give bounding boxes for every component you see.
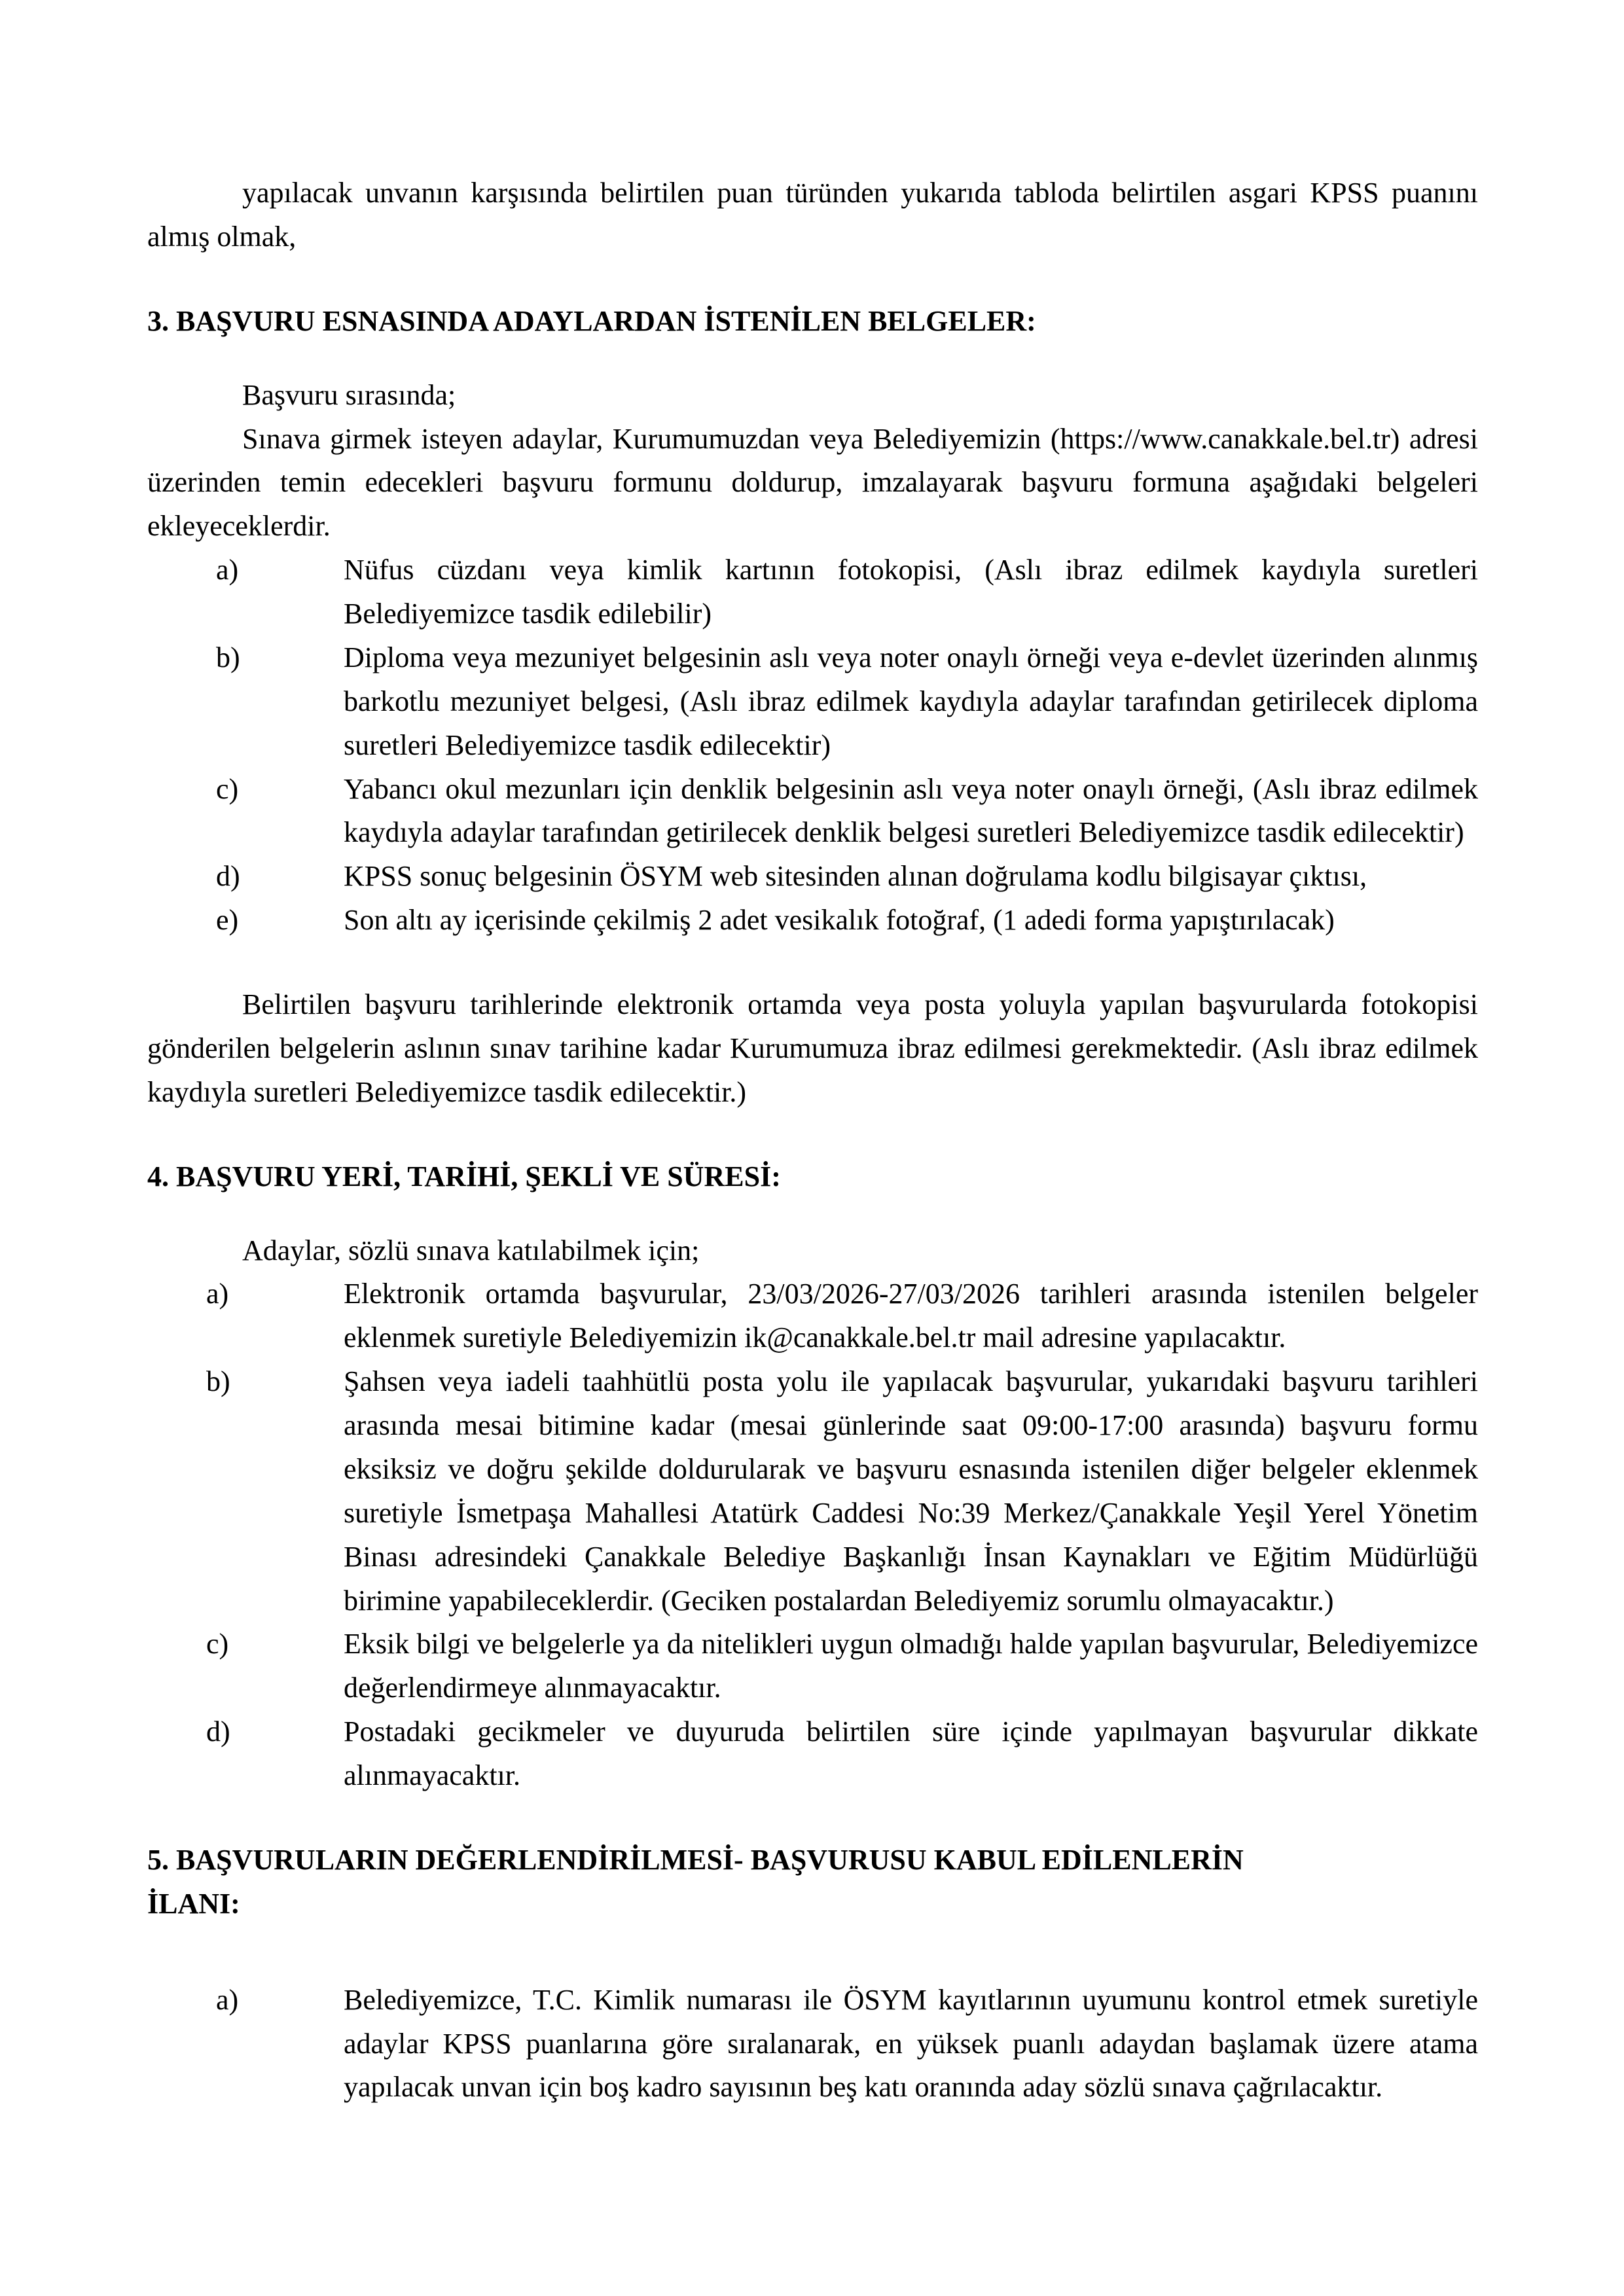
- list-item: [216, 548, 1478, 636]
- list-marker: e): [216, 904, 239, 937]
- section-5-heading-line-1: 5. BAŞVURULARIN DEĞERLENDİRİLMESİ- BAŞVURUSU KABUL EDİLENLERİN: [147, 1843, 1244, 1876]
- list-item: [216, 768, 1478, 855]
- section-5-list: [147, 1979, 1478, 2110]
- section-4-list: [147, 1272, 1478, 1798]
- section-3-intro-paragraph: [147, 418, 1478, 549]
- list-marker: d): [216, 860, 240, 893]
- list-marker: c): [216, 772, 239, 805]
- list-item-text: Eksik bilgi ve belgelerle ya da nitelikleri uygun olmadığı halde yapılan başvurular, Belediyemizce değerlendirmeye alınmayacaktır.: [344, 1628, 1478, 1704]
- list-item: [216, 855, 1478, 899]
- section-3-list: [147, 548, 1478, 942]
- list-item: [216, 1979, 1478, 2110]
- page-content: [147, 171, 1478, 2109]
- list-marker: a): [216, 554, 239, 586]
- section-3-intro-paragraph-text: Sınava girmek isteyen adaylar, Kurumumuzdan veya Belediyemizin (https://www.canakkale.bel.tr) adresi üzerinden temin edecekleri başvuru formunu doldurup, imzalayarak başvuru formuna aşağıdaki belgeleri ekleyeceklerdir.: [147, 422, 1478, 543]
- continuation-paragraph-text: yapılacak unvanın karşısında belirtilen puan türünden yukarıda tabloda belirtilen asgari KPSS puanını almış olmak,: [147, 177, 1478, 253]
- section-3-intro-line: [147, 374, 1478, 418]
- list-item-text: Diploma veya mezuniyet belgesinin aslı veya noter onaylı örneği veya e-devlet üzerinden alınmış barkotlu mezuniyet belgesi, (Aslı ibraz edilmek kaydıyla adaylar tarafından getirilecek diploma suretleri Belediyemizce tasdik edilecektir): [344, 641, 1478, 761]
- list-item-text: Şahsen veya iadeli taahhütlü posta yolu ile yapılacak başvurular, yukarıdaki başvuru tarihleri arasında mesai bitimine kadar (mesai günlerinde saat 09:00-17:00 arasında) başvuru formu eksiksiz ve doğru şekilde doldurularak ve başvuru esnasında istenilen diğer belgeler eklenmek suretiyle İsmetpaşa Mahallesi Atatürk Caddesi No:39 Merkez/Çanakkale Yeşil Yerel Yönetim Binası adresindeki Çanakkale Belediye Başkanlığı İnsan Kaynakları ve Eğitim Müdürlüğü birimine yapabileceklerdir. (Geciken postalardan Belediyemiz sorumlu olmayacaktır.): [344, 1365, 1478, 1617]
- spacer: [147, 1115, 1478, 1155]
- list-item-text: KPSS sonuç belgesinin ÖSYM web sitesinden alınan doğrulama kodlu bilgisayar çıktısı,: [344, 860, 1367, 893]
- list-marker: b): [216, 641, 240, 673]
- section-3-heading: 3. BAŞVURU ESNASINDA ADAYLARDAN İSTENİLEN BELGELER:: [147, 304, 1036, 337]
- section-4-intro-line-text: Adaylar, sözlü sınava katılabilmek için;: [242, 1234, 700, 1266]
- section-5-heading-line-2: İLANI:: [147, 1887, 240, 1920]
- section-5-heading: [147, 1839, 1478, 1926]
- section-3-closing-paragraph: [147, 983, 1478, 1115]
- spacer: [147, 1926, 1478, 1979]
- section-3-closing-paragraph-text: Belirtilen başvuru tarihlerinde elektronik ortamda veya posta yoluyla yapılan başvurularda fotokopisi gönderilen belgelerin aslının sınav tarihine kadar Kurumumuza ibraz edilmesi gerekmektedir. (Aslı ibraz edilmek kaydıyla suretleri Belediyemizce tasdik edilecektir.): [147, 988, 1478, 1108]
- continuation-paragraph: [147, 171, 1478, 259]
- list-item-text: Nüfus cüzdanı veya kimlik kartının fotokopisi, (Aslı ibraz edilmek kaydıyla suretleri Belediyemizce tasdik edilebilir): [344, 554, 1478, 630]
- list-item-text: Postadaki gecikmeler ve duyuruda belirtilen süre içinde yapılmayan başvurular dikkate alınmayacaktır.: [344, 1715, 1478, 1791]
- section-4-intro-line: [147, 1229, 1478, 1273]
- spacer: [147, 259, 1478, 300]
- list-marker: d): [206, 1715, 230, 1748]
- list-item-text: Belediyemizce, T.C. Kimlik numarası ile ÖSYM kayıtlarının uyumunu kontrol etmek suretiyle adaylar KPSS puanlarına göre sıralanarak, en yüksek puanlı adaydan başlamak üzere atama yapılacak unvan için boş kadro sayısının beş katı oranında aday sözlü sınava çağrılacaktır.: [344, 1983, 1478, 2104]
- spacer: [147, 942, 1478, 983]
- list-item: [216, 636, 1478, 768]
- spacer: [147, 344, 1478, 374]
- list-marker: a): [206, 1278, 229, 1310]
- list-marker: c): [206, 1628, 229, 1660]
- list-item: [206, 1272, 1478, 1360]
- list-item: [206, 1360, 1478, 1623]
- list-marker: a): [216, 1983, 239, 2016]
- spacer: [147, 1199, 1478, 1229]
- section-4-heading: 4. BAŞVURU YERİ, TARİHİ, ŞEKLİ VE SÜRESİ:: [147, 1160, 781, 1193]
- spacer: [147, 1798, 1478, 1839]
- list-item: [216, 899, 1478, 942]
- list-item: [206, 1623, 1478, 1710]
- list-item-text: Elektronik ortamda başvurular, 23/03/2026-27/03/2026 tarihleri arasında istenilen belgeler eklenmek suretiyle Belediyemizin ik@canakkale.bel.tr mail adresine yapılacaktır.: [344, 1278, 1478, 1354]
- list-item-text: Son altı ay içerisinde çekilmiş 2 adet vesikalık fotoğraf, (1 adedi forma yapıştırılacak): [344, 904, 1335, 937]
- list-marker: b): [206, 1365, 230, 1398]
- list-item-text: Yabancı okul mezunları için denklik belgesinin aslı veya noter onaylı örneği, (Aslı ibraz edilmek kaydıyla adaylar tarafından getirilecek denklik belgesi suretleri Belediyemizce tasdik edilecektir): [344, 772, 1478, 849]
- list-item: [206, 1710, 1478, 1798]
- section-3-intro-line-text: Başvuru sırasında;: [242, 378, 456, 411]
